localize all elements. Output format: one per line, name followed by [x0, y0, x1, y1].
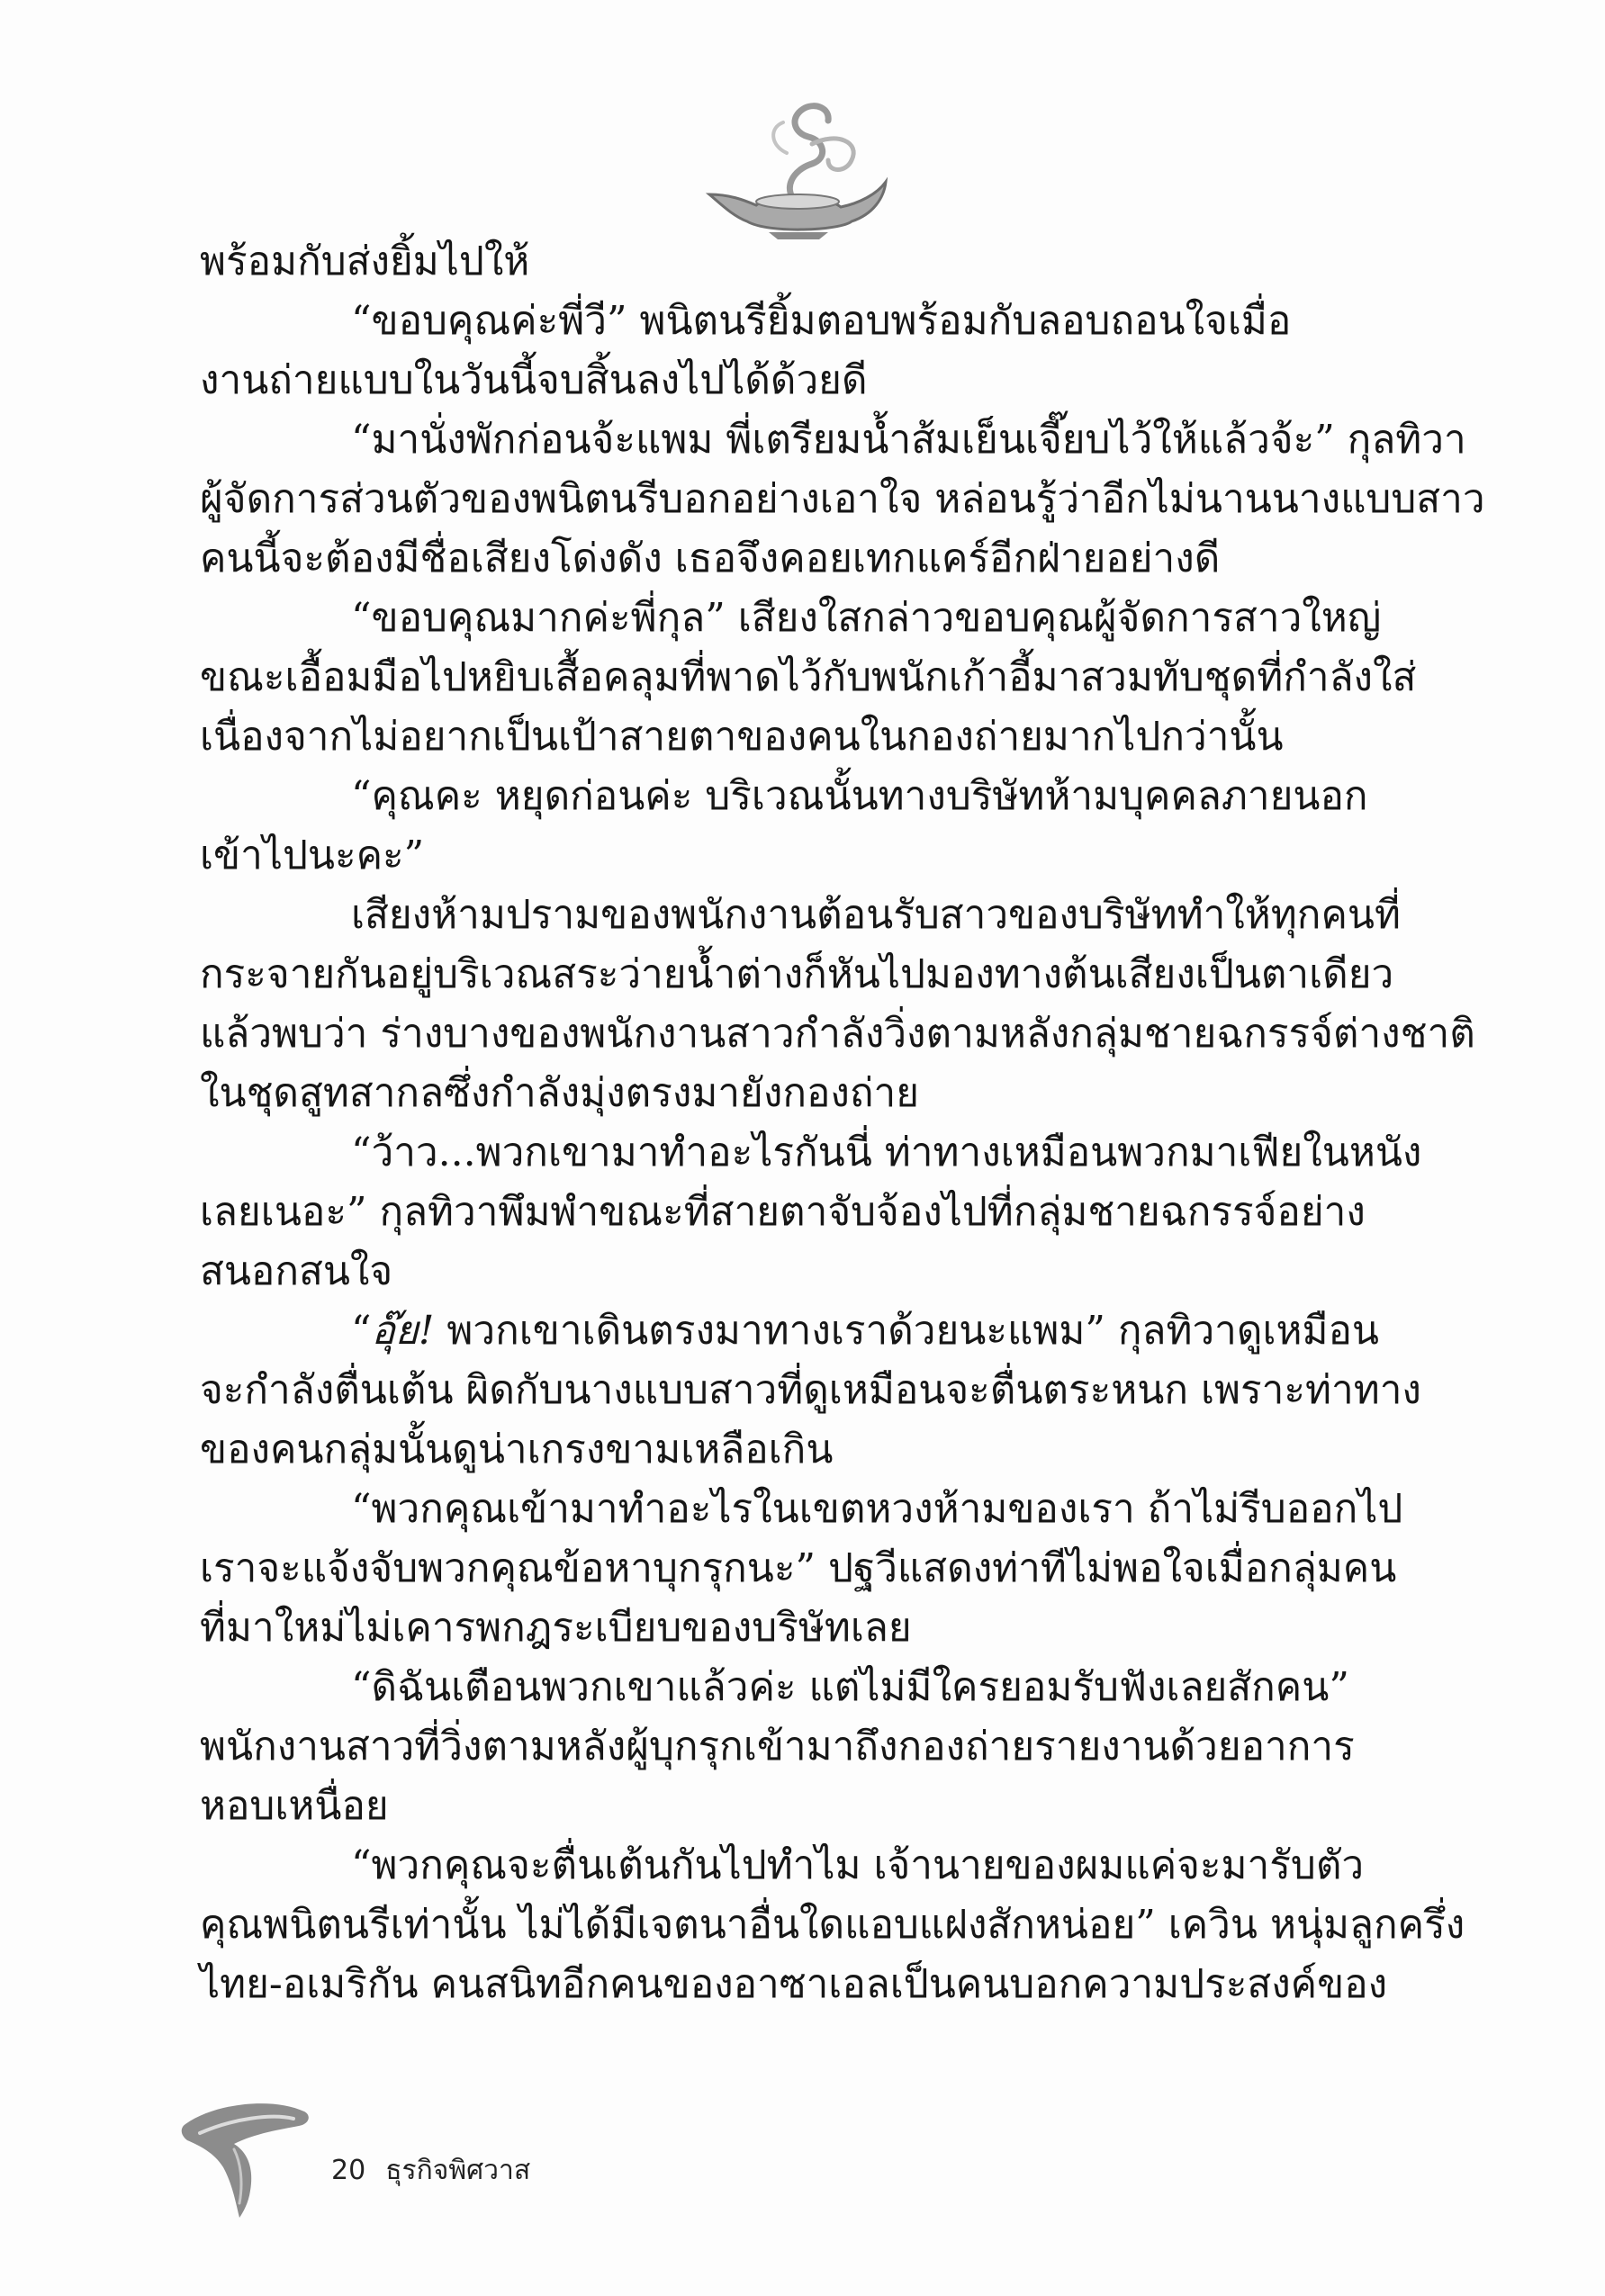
text-line: ไทย-อเมริกัน คนสนิทอีกคนของอาซาเอลเป็นคนบอกความประสงค์ของ	[200, 1961, 1388, 2007]
paragraph	[200, 767, 1368, 886]
running-title: ธุรกิจพิศวาส	[385, 2155, 531, 2186]
text-line: “ดิฉันเตือนพวกเขาแล้วค่ะ แต่ไม่มีใครยอมรับฟังเลยสักคน”	[351, 1664, 1349, 1710]
text-line: พนักงานสาวที่วิ่งตามหลังผู้บุกรุกเข้ามาถึงกองถ่ายรายงานด้วยอาการ	[200, 1724, 1355, 1769]
text-line: “พวกคุณจะตื่นเต้นกันไปทำไม เจ้านายของผมแค่จะมารับตัว	[351, 1842, 1365, 1888]
text-line: “พวกคุณเข้ามาทำอะไรในเขตหวงห้ามของเรา ถ้าไม่รีบออกไป	[351, 1486, 1403, 1532]
ornamental-swirl-icon	[180, 2097, 315, 2223]
text-line: ขณะเอื้อมมือไปหยิบเสื้อคลุมที่พาดไว้กับพนักเก้าอี้มาสวมทับชุดที่กำลังใส่	[200, 654, 1417, 700]
text-line: “คุณคะ หยุดก่อนค่ะ บริเวณนั้นทางบริษัทห้ามบุคคลภายนอก	[351, 773, 1368, 819]
paragraph	[200, 1836, 1465, 2014]
body-text	[200, 232, 1485, 2014]
text-line: พร้อมกับส่งยิ้มไปให้	[200, 239, 530, 284]
text-line: หอบเหนื่อย	[200, 1783, 389, 1829]
paragraph	[200, 292, 1341, 410]
text-line: ที่มาใหม่ไม่เคารพกฎระเบียบของบริษัทเลย	[200, 1605, 912, 1651]
paragraph	[200, 1480, 1403, 1658]
paragraph	[200, 1123, 1422, 1301]
genie-lamp-icon	[693, 90, 900, 243]
folio	[331, 2149, 550, 2192]
paragraph	[200, 589, 1417, 767]
text-line: “ขอบคุณค่ะพี่วี” พนิตนรียิ้มตอบพร้อมกับลอบถอนใจเมื่อ	[351, 298, 1292, 344]
text-line: “อุ๊ย! พวกเขาเดินตรงมาทางเราด้วยนะแพม” กุลทิวาดูเหมือน	[351, 1308, 1379, 1354]
text-line: เข้าไปนะคะ”	[200, 833, 425, 878]
text-line: “ว้าว...พวกเขามาทำอะไรกันนี่ ท่าทางเหมือนพวกมาเฟียในหนัง	[351, 1130, 1422, 1175]
text-line: เนื่องจากไม่อยากเป็นเป้าสายตาของคนในกองถ่ายมากไปกว่านั้น	[200, 714, 1284, 760]
paragraph	[200, 410, 1485, 589]
text-line: “มานั่งพักก่อนจ้ะแพม พี่เตรียมน้ำส้มเย็นเจี๊ยบไว้ให้แล้วจ้ะ” กุลทิวา	[351, 417, 1466, 463]
text-line: คนนี้จะต้องมีชื่อเสียงโด่งดัง เธอจึงคอยเทกแคร์อีกฝ่ายอย่างดี	[200, 536, 1221, 581]
text-line: งานถ่ายแบบในวันนี้จบสิ้นลงไปได้ด้วยดี	[200, 357, 868, 403]
text-line: กระจายกันอยู่บริเวณสระว่ายน้ำต่างก็หันไปมองทางต้นเสียงเป็นตาเดียว	[200, 951, 1394, 997]
text-line: ในชุดสูทสากลซึ่งกำลังมุ่งตรงมายังกองถ่าย	[200, 1070, 920, 1116]
text-line: ผู้จัดการส่วนตัวของพนิตนรีบอกอย่างเอาใจ หล่อนรู้ว่าอีกไม่นานนางแบบสาว	[200, 476, 1485, 522]
page-number: 20	[331, 2155, 366, 2186]
paragraph	[200, 1301, 1421, 1480]
text-line: เสียงห้ามปรามของพนักงานต้อนรับสาวของบริษัททำให้ทุกคนที่	[351, 892, 1401, 938]
text-line: สนอกสนใจ	[200, 1248, 393, 1294]
text-line: เราจะแจ้งจับพวกคุณข้อหาบุกรุกนะ” ปฐวีแสดงท่าทีไม่พอใจเมื่อกลุ่มคน	[200, 1545, 1397, 1591]
text-line: คุณพนิตนรีเท่านั้น ไม่ได้มีเจตนาอื่นใดแอบแฝงสักหน่อย” เควิน หนุ่มลูกครึ่ง	[200, 1902, 1465, 1948]
paragraph	[200, 886, 1475, 1123]
text-line: เลยเนอะ” กุลทิวาพึมพำขณะที่สายตาจับจ้องไปที่กลุ่มชายฉกรรจ์อย่าง	[200, 1189, 1366, 1235]
text-line: ของคนกลุ่มนั้นดูน่าเกรงขามเหลือเกิน	[200, 1427, 834, 1472]
page-footer	[180, 2097, 720, 2223]
paragraph	[200, 232, 1341, 292]
text-line: แล้วพบว่า ร่างบางของพนักงานสาวกำลังวิ่งตามหลังกลุ่มชายฉกรรจ์ต่างชาติ	[200, 1011, 1475, 1057]
text-line: จะกำลังตื่นเต้น ผิดกับนางแบบสาวที่ดูเหมือนจะตื่นตระหนก เพราะท่าทาง	[200, 1367, 1421, 1413]
text-line: “ขอบคุณมากค่ะพี่กุล” เสียงใสกล่าวขอบคุณผู้จัดการสาวใหญ่	[351, 595, 1382, 641]
paragraph	[200, 1658, 1355, 1836]
